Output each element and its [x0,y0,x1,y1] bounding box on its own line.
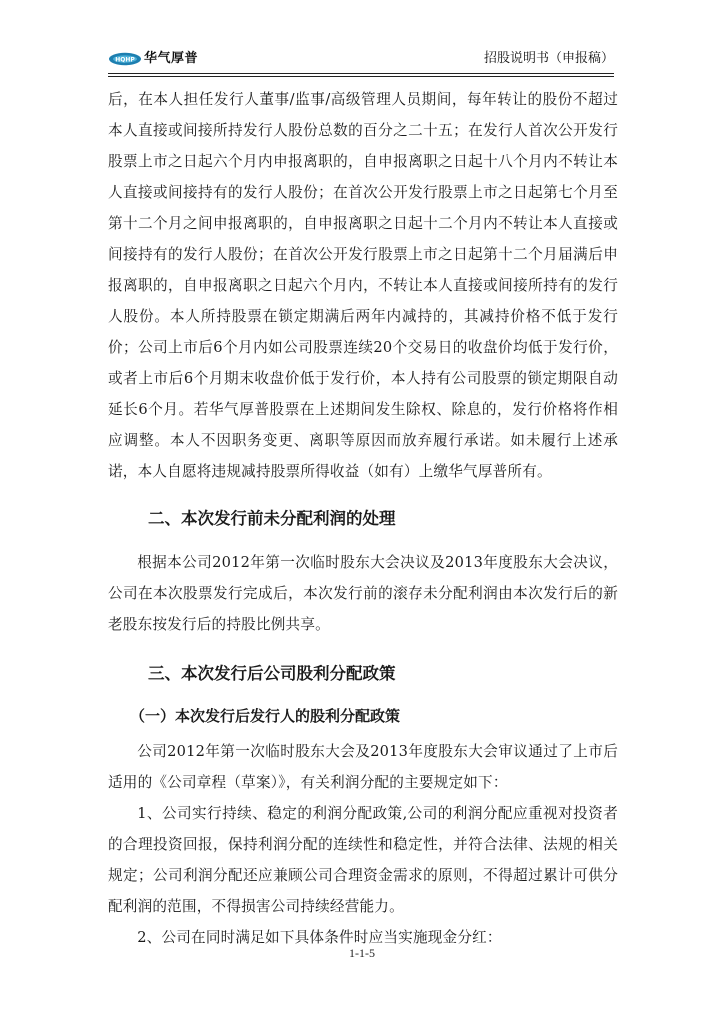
logo-text: HQHP [115,56,135,64]
section-heading-undistributed-profit: 二、本次发行前未分配利润的处理 [148,509,396,528]
company-name: 华气厚普 [144,51,199,66]
page-content [108,84,618,953]
header-rule-thin [108,76,614,77]
page-header [108,50,614,72]
company-logo-icon [108,52,142,66]
section-heading-dividend-policy: 三、本次发行后公司股利分配政策 [148,664,396,683]
document-title: 招股说明书（申报稿） [483,51,614,66]
paragraph-item-2: 2、公司在同时满足如下具体条件时应当实施现金分红： [137,929,502,946]
page-number: 1-1-5 [349,946,375,960]
paragraph-item-1: 1、公司实行持续、稳定的利润分配政策,公司的利润分配应重视对投资者的合理投资回报，保持利润分配的连续性和稳定性，并符合法律、法规的相关规定；公司利润分配还应兼顾公司合理资金需求的原则，不得超过累计可供分配利润的范围，不得损害公司持续经营能力。 [108,805,618,915]
paragraph-lockup-commitment: 后，在本人担任发行人董事/监事/高级管理人员期间，每年转让的股份不超过本人直接或间接所持发行人股份总数的百分之二十五；在发行人首次公开发行股票上市之日起六个月内申报离职的，自申报离职之日起十八个月内不转让本人直接或间接持有的发行人股份；在首次公开发行股票上市之日起第七个月至第十二个月之间申报离职的，自申报离职之日起十二个月内不转让本人直接或间接持有的发行人股份；在首次公开发行股票上市之日起第十二个月届满后申报离职的，自申报离职之日起六个月内，不转让本人直接或间接所持有的发行人股份。本人所持股票在锁定期满后两年内减持的，其减持价格不低于发行价；公司上市后6个月内如公司股票连续20个交易日的收盘价均低于发行价，或者上市后6个月期末收盘价低于发行价，本人持有公司股票的锁定期限自动延长6个月。若华气厚普股票在上述期间发生除权、除息的，发行价格将作相应调整。本人不因职务变更、离职等原因而放弃履行承诺。如未履行上述承诺，本人自愿将违规减持股票所得收益（如有）上缴华气厚普所有。 [108,91,618,480]
header-rule-thick [108,73,614,74]
subsection-heading-dividend-policy: （一）本次发行后发行人的股利分配政策 [130,707,401,725]
paragraph-articles-of-association: 公司2012年第一次临时股东大会及2013年度股东大会审议通过了上市后适用的《公司章程（草案）》，有关利润分配的主要规定如下： [108,743,618,791]
paragraph-undistributed-profit: 根据本公司2012年第一次临时股东大会决议及2013年度股东大会决议，公司在本次股票发行完成后，本次发行前的滚存未分配利润由本次发行后的新老股东按发行后的持股比例共享。 [108,554,618,633]
